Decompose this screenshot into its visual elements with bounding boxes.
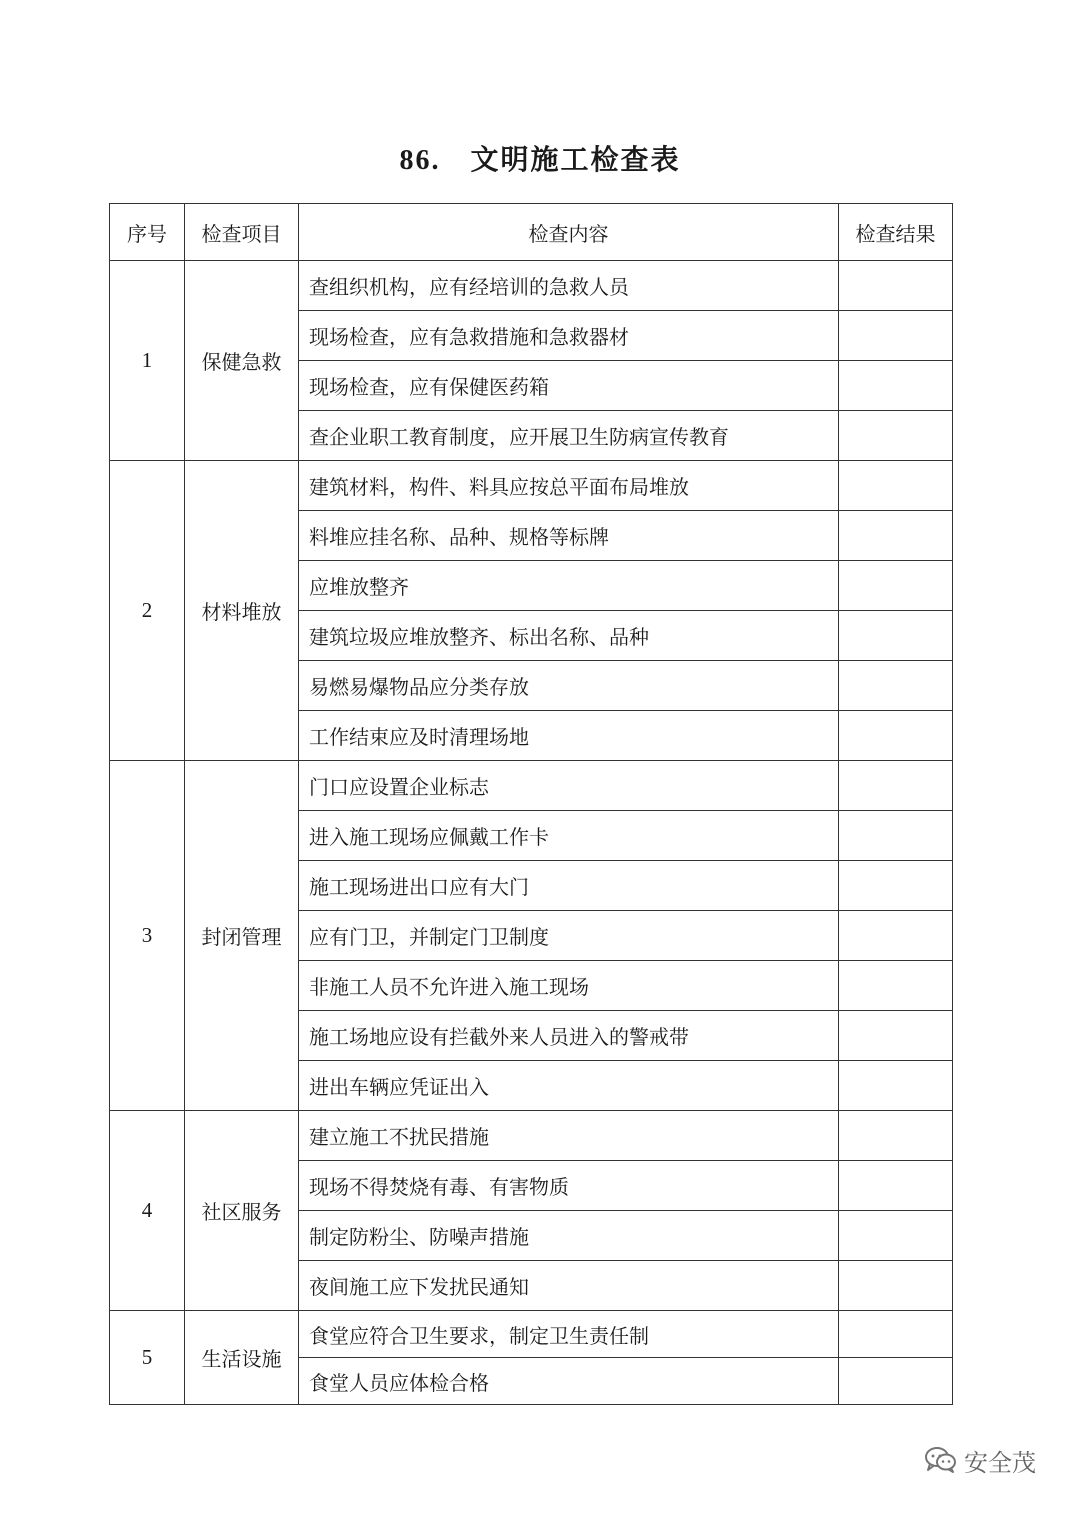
content-cell: 建筑材料，构件、料具应按总平面布局堆放 <box>299 461 839 511</box>
item-cell: 材料堆放 <box>185 461 299 761</box>
result-cell[interactable] <box>839 1311 953 1358</box>
content-cell: 应堆放整齐 <box>299 561 839 611</box>
content-cell: 现场不得焚烧有毒、有害物质 <box>299 1161 839 1211</box>
content-cell: 工作结束应及时清理场地 <box>299 711 839 761</box>
result-cell[interactable] <box>839 611 953 661</box>
result-cell[interactable] <box>839 261 953 311</box>
item-cell: 保健急救 <box>185 261 299 461</box>
content-cell: 应有门卫，并制定门卫制度 <box>299 911 839 961</box>
table-row <box>110 761 953 811</box>
content-cell: 建立施工不扰民措施 <box>299 1111 839 1161</box>
result-cell[interactable] <box>839 361 953 411</box>
content-cell: 进出车辆应凭证出入 <box>299 1061 839 1111</box>
content-cell: 易燃易爆物品应分类存放 <box>299 661 839 711</box>
table-row <box>110 1311 953 1358</box>
content-cell: 料堆应挂名称、品种、规格等标牌 <box>299 511 839 561</box>
header-result: 检查结果 <box>839 204 953 261</box>
content-cell: 施工场地应设有拦截外来人员进入的警戒带 <box>299 1011 839 1061</box>
header-seq: 序号 <box>110 204 185 261</box>
result-cell[interactable] <box>839 961 953 1011</box>
wechat-icon <box>924 1446 958 1474</box>
result-cell[interactable] <box>839 1011 953 1061</box>
title-text: 文明施工检查表 <box>470 143 681 176</box>
result-cell[interactable] <box>839 511 953 561</box>
table-row <box>110 461 953 511</box>
result-cell[interactable] <box>839 861 953 911</box>
content-cell: 门口应设置企业标志 <box>299 761 839 811</box>
content-cell: 非施工人员不允许进入施工现场 <box>299 961 839 1011</box>
content-cell: 建筑垃圾应堆放整齐、标出名称、品种 <box>299 611 839 661</box>
inspection-table <box>109 203 953 1405</box>
table-row <box>110 1111 953 1161</box>
result-cell[interactable] <box>839 811 953 861</box>
content-cell: 查组织机构，应有经培训的急救人员 <box>299 261 839 311</box>
content-cell: 进入施工现场应佩戴工作卡 <box>299 811 839 861</box>
table-row <box>110 261 953 311</box>
content-cell: 现场检查，应有急救措施和急救器材 <box>299 311 839 361</box>
content-cell: 食堂人员应体检合格 <box>299 1358 839 1405</box>
result-cell[interactable] <box>839 1161 953 1211</box>
content-cell: 食堂应符合卫生要求，制定卫生责任制 <box>299 1311 839 1358</box>
result-cell[interactable] <box>839 1111 953 1161</box>
watermark-text: 安全茂 <box>964 1448 1036 1477</box>
result-cell[interactable] <box>839 311 953 361</box>
result-cell[interactable] <box>839 411 953 461</box>
seq-cell: 2 <box>110 461 185 761</box>
result-cell[interactable] <box>839 1358 953 1405</box>
result-cell[interactable] <box>839 461 953 511</box>
result-cell[interactable] <box>839 711 953 761</box>
result-cell[interactable] <box>839 661 953 711</box>
item-cell: 封闭管理 <box>185 761 299 1111</box>
title-number: 86. <box>399 145 441 176</box>
result-cell[interactable] <box>839 561 953 611</box>
header-item: 检查项目 <box>185 204 299 261</box>
seq-cell: 1 <box>110 261 185 461</box>
content-cell: 制定防粉尘、防噪声措施 <box>299 1211 839 1261</box>
page-title <box>0 138 1080 178</box>
result-cell[interactable] <box>839 1261 953 1311</box>
seq-cell: 3 <box>110 761 185 1111</box>
result-cell[interactable] <box>839 911 953 961</box>
seq-cell: 4 <box>110 1111 185 1311</box>
header-content: 检查内容 <box>299 204 839 261</box>
table-header-row <box>110 204 953 261</box>
content-cell: 查企业职工教育制度，应开展卫生防病宣传教育 <box>299 411 839 461</box>
seq-cell: 5 <box>110 1311 185 1405</box>
content-cell: 施工现场进出口应有大门 <box>299 861 839 911</box>
watermark <box>924 1440 1036 1480</box>
item-cell: 社区服务 <box>185 1111 299 1311</box>
result-cell[interactable] <box>839 761 953 811</box>
result-cell[interactable] <box>839 1061 953 1111</box>
content-cell: 现场检查，应有保健医药箱 <box>299 361 839 411</box>
result-cell[interactable] <box>839 1211 953 1261</box>
content-cell: 夜间施工应下发扰民通知 <box>299 1261 839 1311</box>
item-cell: 生活设施 <box>185 1311 299 1405</box>
